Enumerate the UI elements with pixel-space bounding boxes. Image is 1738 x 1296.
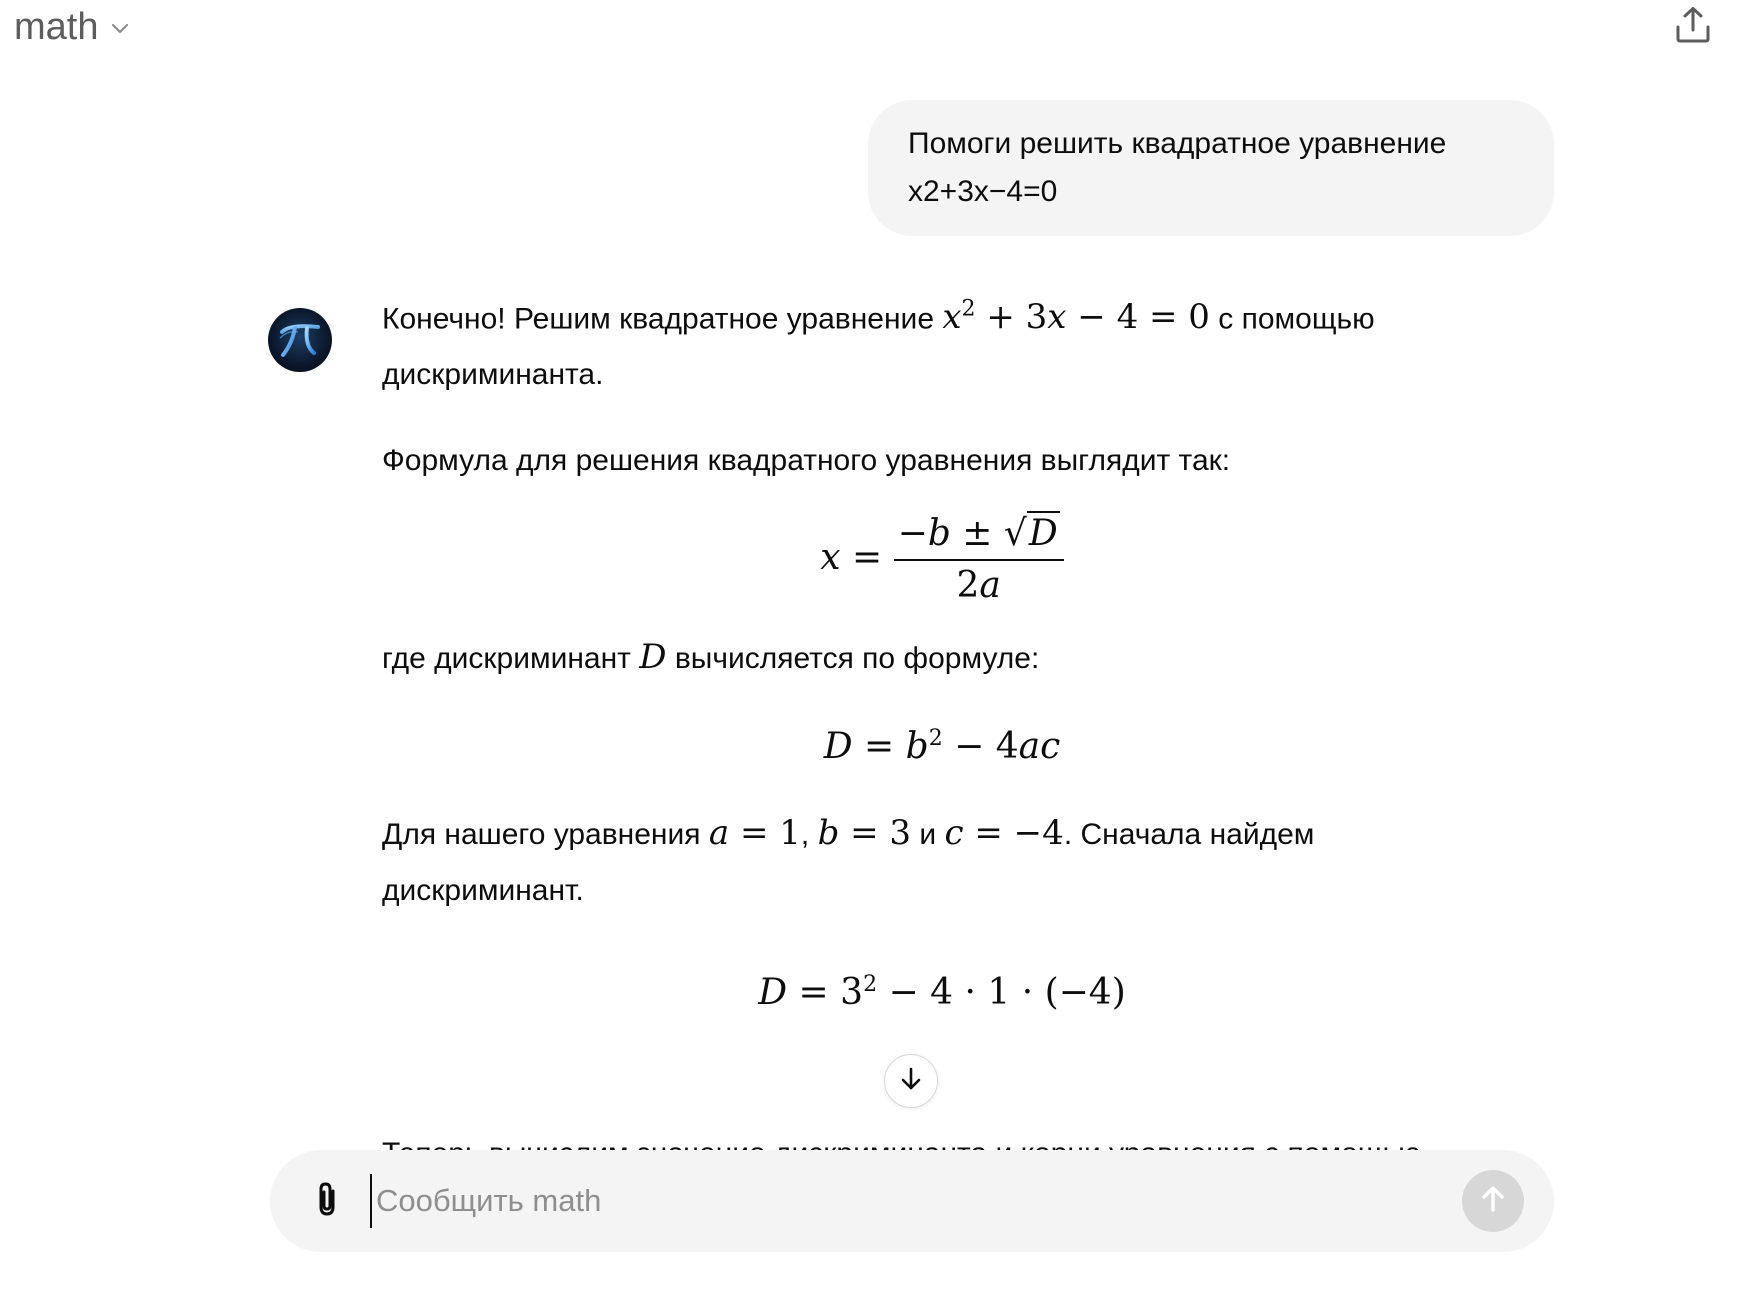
user-message	[868, 100, 1554, 236]
equation-inline: $x^2 + 3x - 4 = 0$	[942, 297, 1210, 338]
assistant-paragraph: Для нашего уравнения a = 1, b = 3 и c = −4. Сначала найдем	[382, 813, 1315, 854]
text: с помощью	[1218, 302, 1375, 336]
share-icon	[1673, 5, 1713, 50]
chevron-down-icon	[108, 16, 132, 40]
user-message-line: x2+3x−4=0	[908, 175, 1058, 208]
send-button[interactable]	[1462, 1170, 1524, 1232]
arrow-up-icon	[1477, 1183, 1509, 1220]
text: . Сначала найдем	[1063, 818, 1315, 852]
assistant-paragraph: дискриминант.	[382, 874, 584, 908]
equation-inline: c = −4	[944, 813, 1064, 854]
model-title: math	[14, 6, 99, 48]
text: Конечно! Решим квадратное уравнение	[382, 302, 934, 336]
text: и	[919, 818, 937, 852]
paperclip-icon	[309, 1179, 345, 1224]
equation-inline: b = 3	[817, 813, 912, 854]
discriminant-formula: $D = b^2 - 4ac$	[823, 726, 1061, 768]
text: вычисляется по формуле:	[674, 642, 1040, 676]
pi-avatar-icon	[268, 308, 332, 372]
equation-inline: a = 1	[708, 813, 801, 854]
model-switcher[interactable]	[14, 6, 132, 49]
scroll-to-bottom-button[interactable]	[884, 1054, 938, 1108]
message-input[interactable]	[370, 1174, 1376, 1228]
share-button[interactable]	[1668, 2, 1718, 52]
header	[0, 0, 1738, 60]
attach-button[interactable]	[302, 1176, 352, 1226]
assistant-message	[382, 282, 1502, 1021]
discriminant-calculation: $D = 3^2 - 4 \cdot 1 \cdot (-4)$	[758, 972, 1126, 1014]
arrow-down-icon	[897, 1065, 925, 1098]
fraction: $\frac{-b \pm √D}{2a}$	[894, 509, 1064, 611]
equation-inline: D	[639, 637, 667, 678]
assistant-paragraph	[382, 282, 1502, 347]
text: Для нашего уравнения	[382, 818, 701, 852]
assistant-paragraph: дискриминанта.	[382, 358, 604, 392]
text: где дискриминант	[382, 642, 631, 676]
quadratic-formula: x = $\frac{-b \pm √D}{2a}$	[382, 509, 1502, 617]
assistant-paragraph	[382, 629, 1502, 687]
user-message-line: Помоги решить квадратное уравнение	[908, 127, 1447, 160]
composer	[270, 1150, 1554, 1252]
assistant-paragraph: Формула для решения квадратного уравнения выглядит так:	[382, 444, 1231, 478]
conversation	[0, 60, 1738, 1150]
